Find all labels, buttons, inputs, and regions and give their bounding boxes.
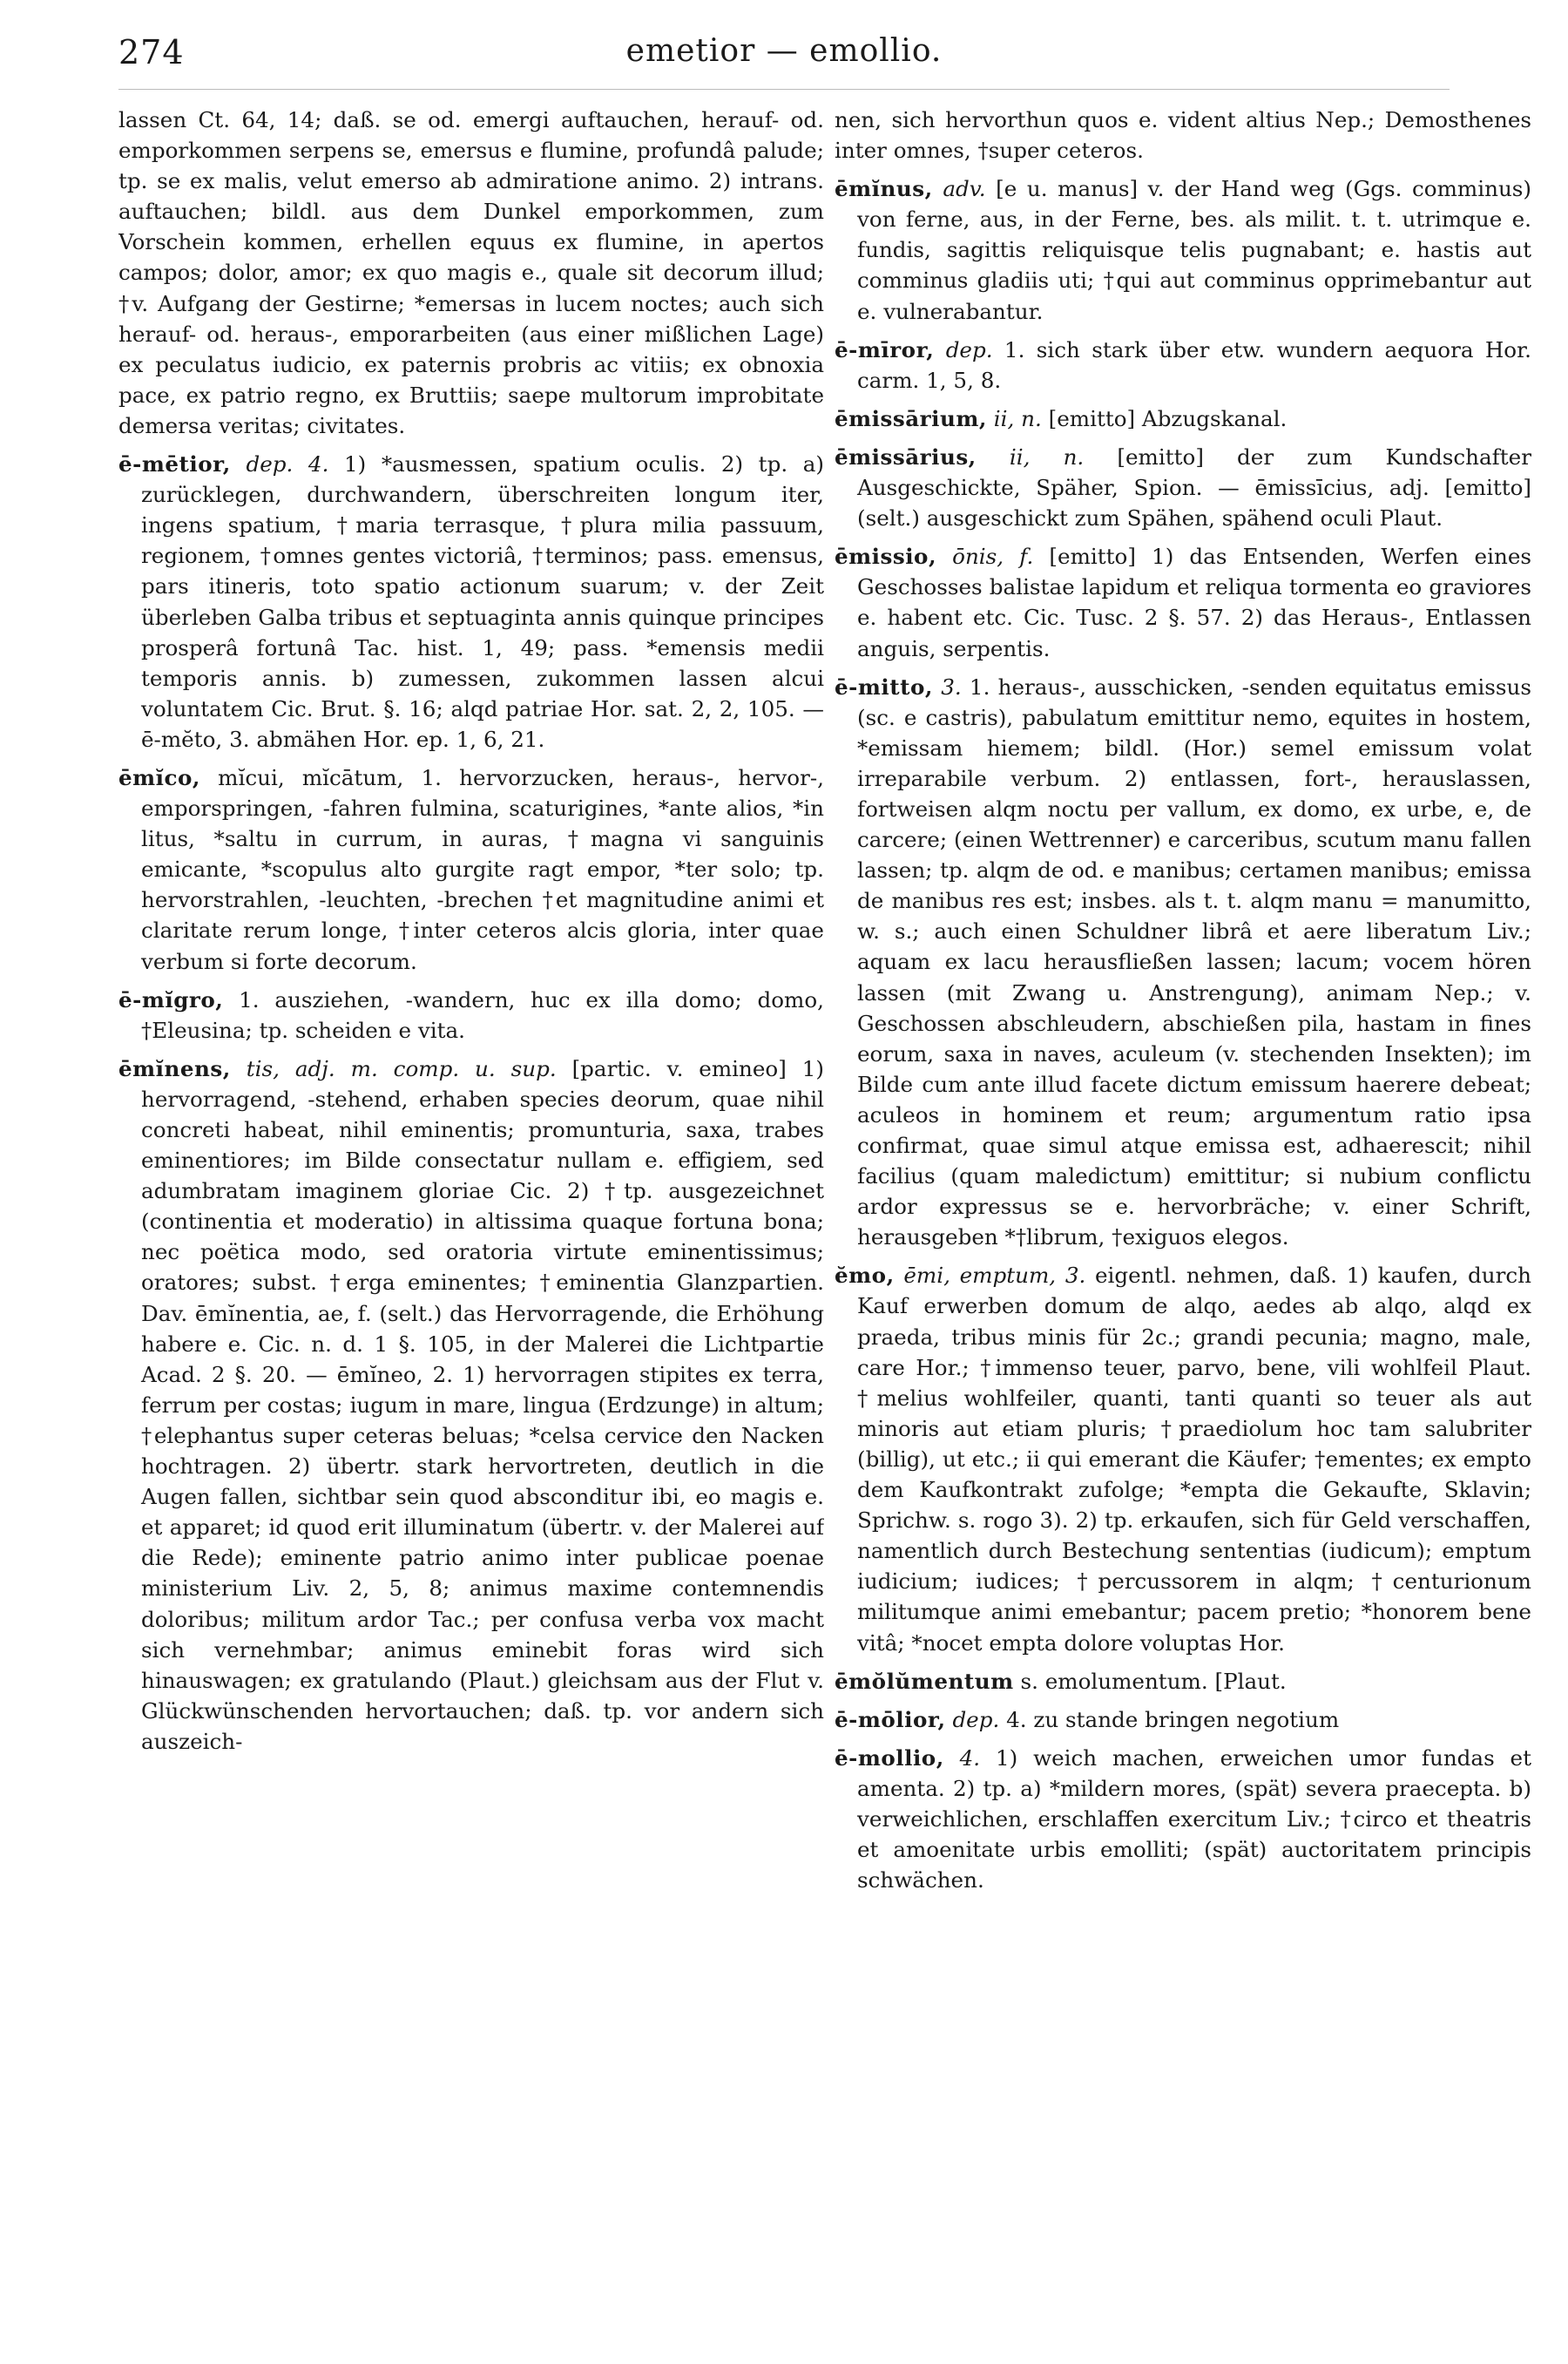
dictionary-entry [835, 1666, 1531, 1697]
entry-lemma: ĕmo, [835, 1263, 895, 1289]
page-header [118, 33, 1450, 85]
right-column [835, 105, 1531, 2344]
entry-grammar: 4. [959, 1744, 981, 1771]
entry-text: 1. sich stark über etw. wundern aequora Hor. carm. 1, 5, 8. [857, 336, 1531, 393]
entry-lemma: ē-mōlior, [835, 1706, 946, 1732]
entry-grammar: ōnis, f. [952, 544, 1034, 570]
dictionary-entry [118, 105, 824, 441]
dictionary-entry [835, 442, 1531, 533]
entry-text: nen, sich hervorthun quos e. vident altius Nep.; Demosthenes inter omnes, †super ceteros. [835, 107, 1531, 164]
entry-lemma: ēmĭnens, [118, 1055, 231, 1081]
entry-text: s. emolumentum. [Plaut. [1020, 1668, 1287, 1694]
entry-text: [emitto] 1) das Entsenden, Werfen eines Geschosses balistae lapidum et reliqua tormenta eo graviores e. habent etc. Cic. Tusc. 2 §. 57. 2) das Heraus-, Entlassen anguis, serpentis. [857, 544, 1531, 661]
entry-lemma: ē-mētior, [118, 451, 231, 478]
entry-grammar: ii, n. [1009, 444, 1085, 470]
entry-text: lassen Ct. 64, 14; daß. se od. emergi auftauchen, herauf- od. emporkommen serpens se, emersus e flumine, profundâ palude; tp. se ex malis, velut emerso ab admiratione animo. 2) intrans. auftauchen; bildl. aus dem Dunkel emporkommen, zum Vorschein kommen, erhellen equus ex flumine, in apertos campos; dolor, amor; ex quo magis e., quale sit decorum illud; †v. Aufgang der Gestirne; *emersas in lucem noctes; auch sich herauf- od. heraus-, emporarbeiten (aus einer mißlichen Lage) ex peculatus iudicio, ex paternis probris ac vitiis; ex obnoxia pace, ex patrio regno, ex Bruttiis; saepe multorum improbitate demersa veritas; civitates. [118, 107, 824, 438]
entry-lemma: ēmĭnus, [835, 176, 933, 202]
dictionary-entry [835, 541, 1531, 663]
entry-text: 1. ausziehen, -wandern, huc ex illa domo; domo, †Eleusina; tp. scheiden e vita. [141, 986, 824, 1043]
entry-grammar: ēmi, emptum, 3. [903, 1263, 1086, 1289]
entry-lemma: ēmĭco, [118, 764, 200, 790]
entry-grammar: dep. [945, 336, 993, 362]
entry-lemma: ēmŏlŭmentum [835, 1668, 1014, 1694]
entry-lemma: ē-mīror, [835, 336, 935, 362]
entry-lemma: ēmissārium, [835, 405, 987, 431]
running-head: emetior — emollio. [625, 33, 943, 69]
left-column [118, 105, 824, 2344]
dictionary-entry [835, 403, 1531, 434]
entry-lemma: ē-mollio, [835, 1744, 944, 1771]
dictionary-entry [835, 672, 1531, 1253]
entry-text: 1. heraus-, ausschicken, -senden equitatus emissus (sc. e castris), pabulatum emittitur nemo, equites in hostem, *emissam hiemem; bildl. (Hor.) semel emissum volat irreparabile verbum. 2) entlassen, fort-, herauslassen, fortweisen alqm noctu per vallum, ex domo, ex urbe, e, de carcere; (einen Wettrenner) e carceribus, scutum manu fallen lassen; tp. alqm de od. e manibus; certamen manibus; emissa de manibus res est; insbes. als t. t. alqm manu = manumitto, w. s.; auch einen Schuldner librâ et aere liberatum Liv.; aquam ex lacu herausfließen lassen; lacum; vocem hören lassen (mit Zwang u. Anstrengung), animam Nep.; v. Geschossen abschleudern, abschießen pila, hastam in fines eorum, saxa in naves, aculeum (v. stechenden Insekten); im Bilde cum ante illud facete dictum emissum haerere debeat; aculeos in hominem et reum; argumentum ratio ipsa confirmat, quae simul atque emissa est, adhaerescit; nihil facilius (quam maledictum) emittitur; si nubium conflictu ardor expressus se e. hervorbräche; v. einer Schrift, herausgeben *†librum, †exiguos elegos. [857, 674, 1531, 1250]
page-number: 274 [118, 33, 185, 71]
entry-grammar: tis, adj. m. comp. u. sup. [246, 1055, 557, 1081]
dictionary-entry [835, 105, 1531, 166]
entry-text: [emitto] der zum Kundschafter Ausgeschickte, Späher, Spion. — ēmissīcius, adj. [emitto] (selt.) ausgeschickt zum Spähen, spähend oculi Plaut. [857, 444, 1531, 532]
dictionary-entry [118, 762, 824, 977]
dictionary-entry [835, 1743, 1531, 1895]
entry-lemma: ē-mĭgro, [118, 986, 224, 1013]
entry-text: 4. zu stande bringen negotium [1006, 1706, 1340, 1732]
entry-text: 1) weich machen, erweichen umor fundas et amenta. 2) tp. a) *mildern mores, (spät) severa praecepta. b) verweichlichen, erschlaffen exercitum Liv.; †circo et theatris et amoenitate urbis emolliti; (spät) auctoritatem principis schwächen. [857, 1744, 1531, 1893]
dictionary-entry [835, 1704, 1531, 1735]
header-rule [118, 89, 1450, 90]
entry-text: 1) *ausmessen, spatium oculis. 2) tp. a) zurücklegen, durchwandern, überschreiten longum iter, ingens spatium, †maria terrasque, †plura milia passuum, regionem, †omnes gentes victoriâ, †terminos; pass. emensus, pars itineris, toto spatio actionum suarum; v. der Zeit überleben Galba tribus et septuaginta annis quinque principes prosperâ fortunâ Tac. hist. 1, 49; pass. *emensis medii temporis annis. b) zumessen, zukommen lassen alcui voluntatem Cic. Brut. §. 16; alqd patriae Hor. sat. 2, 2, 105. — ē-mĕto, 3. abmähen Hor. ep. 1, 6, 21. [141, 451, 824, 752]
entry-grammar: ii, n. [993, 405, 1042, 431]
entry-lemma: ēmissārius, [835, 444, 977, 470]
entry-text: eigentl. nehmen, daß. 1) kaufen, durch Kauf erwerben domum de alqo, aedes ab alqo, alqd ex praeda, tribus minis für 2c.; grandi pecunia; magno, male, care Hor.; †immenso teuer, parvo, bene, vili wohlfeil Plaut. †melius wohlfeiler, quanti, tanti quanti so teuer als aut minoris aut etiam pluris; †praediolum hoc tam salubriter (billig), ut etc.; ii qui emerant die Käufer; †ementes; ex empto dem Kaufkontrakt zufolge; *empta die Gekaufte, Sklavin; Sprichw. s. rogo 3). 2) tp. erkaufen, sich für Geld verschaffen, namentlich durch Bestechung sententias (iudicum); emptum iudicium; iudices; †percussorem in alqm; †centurionum militumque animi emebantur; pacem pretio; *honorem bene vitâ; *nocet empta dolore voluptas Hor. [857, 1263, 1531, 1656]
dictionary-entry [835, 1260, 1531, 1657]
dictionary-entry [118, 449, 824, 755]
entry-grammar: 3. [941, 674, 962, 700]
entry-lemma: ēmissio, [835, 544, 937, 570]
entry-text: [partic. v. emineo] 1) hervorragend, -stehend, erhaben species deorum, quae nihil concreti habeat, nihil eminentis; promunturia, saxa, trabes eminentiores; im Bilde consectatur nullam e. effigiem, sed adumbratam imaginem gloriae Cic. 2) †tp. ausgezeichnet (continentia et moderatio) in altissima quaque fortuna bona; nec poëtica modo, sed oratoria virtute eminentissimus; oratores; subst. †erga eminentes; †eminentia Glanzpartien. Dav. ēmĭnentia, ae, f. (selt.) das Hervorragende, die Erhöhung habere e. Cic. n. d. 1 §. 105, in der Malerei die Lichtpartie Acad. 2 §. 20. — ēmĭneo, 2. 1) hervorragen stipites ex terra, ferrum per costas; iugum in mare, lingua (Erdzunge) in altum; †elephantus super ceteras beluas; *celsa cervice den Nacken hochtragen. 2) übertr. stark hervortreten, deutlich in die Augen fallen, sichtbar sein quod absconditur ibi, eo magis e. et apparet; id quod erit illuminatum (übertr. v. der Malerei auf die Rede); eminente patrio animo inter publicae poenae ministerium Liv. 2, 5, 8; animus maxime contemnendis doloribus; militum ardor Tac.; per confusa verba vox macht sich vernehmbar; animus eminebit foras wird sich hinauswagen; ex gratulando (Plaut.) gleichsam aus der Flut v. Glückwünschenden hervortauchen; daß. tp. vor andern sich auszeich- [141, 1055, 824, 1754]
entry-grammar: adv. [943, 176, 986, 202]
entry-grammar: dep. 4. [246, 451, 329, 478]
dictionary-entry [835, 173, 1531, 326]
dictionary-entry [118, 1053, 824, 1757]
dictionary-entry [835, 335, 1531, 396]
dictionary-entry [118, 985, 824, 1046]
entry-text: [emitto] Abzugskanal. [1048, 405, 1288, 431]
entry-grammar: dep. [952, 1706, 1000, 1732]
entry-lemma: ē-mitto, [835, 674, 933, 700]
entry-text: [e u. manus] v. der Hand weg (Ggs. comminus) von ferne, aus, in der Ferne, bes. als milit. t. t. utrimque e. fundis, sagittis reliquisque telis pugnabant; e. hastis aut comminus gladiis uti; †qui aut comminus opprimebantur aut e. vulnerabantur. [857, 176, 1531, 324]
entry-text: mĭcui, mĭcātum, 1. hervorzucken, heraus-, hervor-, emporspringen, -fahren fulmina, scaturigines, *ante alios, *in litus, *saltu in currum, in auras, †magna vi sanguinis emicante, *scopulus alto gurgite ragt empor, *ter solo; tp. hervorstrahlen, -leuchten, -brechen †et magnitudine animi et claritate rerum longe, †inter ceteros alcis gloria, inter quae verbum si forte decorum. [141, 764, 824, 974]
